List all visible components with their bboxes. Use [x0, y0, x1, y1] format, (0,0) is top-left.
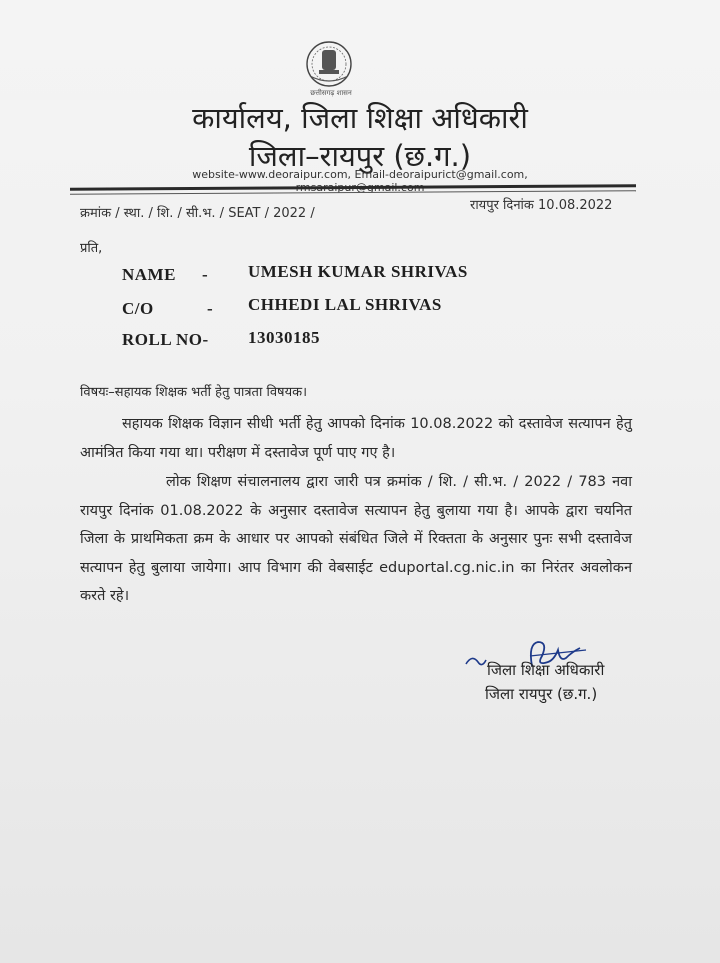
name-value: UMESH KUMAR SHRIVAS [248, 262, 468, 281]
government-emblem-icon [298, 40, 360, 90]
co-value: CHHEDI LAL SHRIVAS [248, 295, 442, 314]
signatory-title: जिला शिक्षा अधिकारी [487, 661, 605, 679]
co-separator: - [207, 299, 214, 318]
roll-label: ROLL NO- [122, 330, 209, 349]
body-paragraph-2: लोक शिक्षण संचालनालय द्वारा जारी पत्र क्रमांक / शि. / सी.भ. / 2022 / 783 नवा रायपुर दिनांक 01.08.2022 के अनुसार दस्तावेज सत्यापन हेतु बुलाया गया है। आपके द्वारा चयनित जिला के प्राथमिकता क्रम के आधार पर आपको संबंधित जिले में रिक्तता के अनुसार पुनः सभी दस्तावेज सत्यापन हेतु बुलाया जायेगा। आप विभाग की वेबसाईट eduportal.cg.nic.in का निरंतर अवलोकन करते रहे। [80, 474, 632, 604]
name-separator: - [202, 265, 209, 284]
subject-line: विषयः–सहायक शिक्षक भर्ती हेतु पात्रता विषयक। [80, 385, 308, 400]
salutation: प्रति, [80, 241, 103, 256]
co-label: C/O [122, 299, 154, 318]
signatory-place: जिला रायपुर (छ.ग.) [485, 685, 598, 703]
reference-number: क्रमांक / स्था. / शि. / सी.भ. / SEAT / 2022 / [80, 206, 315, 221]
place-date: रायपुर दिनांक 10.08.2022 [470, 198, 613, 213]
district-title: जिला–रायपुर (छ.ग.) [248, 139, 472, 173]
contact-line: website-www.deoraipur.com, Email-deoraipurict@gmail.com, [192, 168, 528, 181]
roll-value: 13030185 [248, 328, 320, 347]
name-label: NAME [122, 265, 176, 284]
emblem-caption: छत्तीसगढ़ शासन [310, 89, 352, 97]
body-paragraph-1: सहायक शिक्षक विज्ञान सीधी भर्ती हेतु आपको दिनांक 10.08.2022 को दस्तावेज सत्यापन हेतु आमंत्रित किया गया था। परीक्षण में दस्तावेज पूर्ण पाए गए है। [80, 416, 632, 461]
office-title: कार्यालय, जिला शिक्षा अधिकारी [192, 101, 528, 135]
